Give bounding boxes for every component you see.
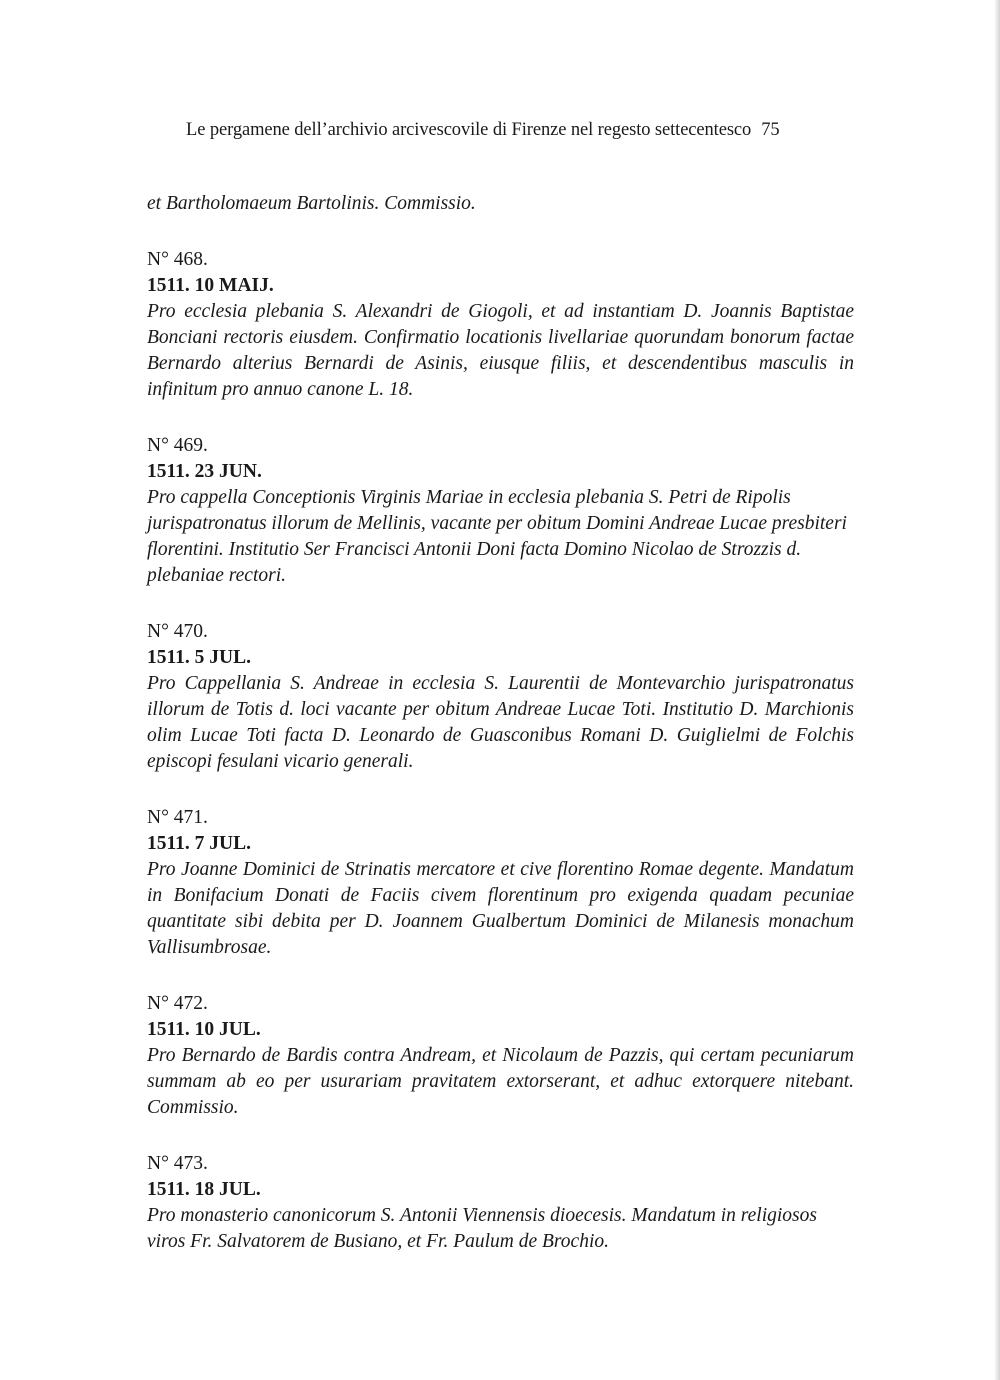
page-number: 75 xyxy=(761,120,780,140)
entry-number: N° 471. xyxy=(147,807,208,828)
entry-number: N° 470. xyxy=(147,621,208,642)
entry-number: N° 468. xyxy=(147,249,208,270)
register-entry-471 xyxy=(147,805,854,961)
entry-text: Pro ecclesia plebania S. Alexandri de Giogoli, et ad instantiam D. Joannis Baptistae Bonciani rectoris eiusdem. Confirmatio locationis livellariae quorundam bonorum factae Bernardo alterius Bernardi de Asinis, eiusque filiis, et descendentibus masculis in infinitum pro annuo canone L. 18. xyxy=(147,301,854,400)
entry-text: Pro Cappellania S. Andreae in ecclesia S. Laurentii de Montevarchio jurispatronatus illorum de Totis d. loci vacante per obitum Andreae Lucae Toti. Institutio D. Marchionis olim Lucae Toti facta D. Leonardo de Guasconibus Romani D. Guiglielmi de Folchis episcopi fesulani vicario generali. xyxy=(147,673,854,772)
entry-number: N° 472. xyxy=(147,993,208,1014)
register-entry-473 xyxy=(147,1151,854,1255)
running-head-title: Le pergamene dell’archivio arcivescovile di Firenze nel regesto settecentesco xyxy=(186,120,752,140)
entry-date: 1511. 7 JUL. xyxy=(147,833,252,854)
entry-number: N° 473. xyxy=(147,1153,208,1174)
entry-text: Pro Joanne Dominici de Strinatis mercatore et cive florentino Romae degente. Mandatum in Bonifacium Donati de Faciis civem florentinum pro exigenda quadam pecuniae quantitate sibi debita per D. Joannem Gualbertum Dominici de Milanesis monachum Vallisumbrosae. xyxy=(147,859,854,958)
entry-text: Pro monasterio canonicorum S. Antonii Viennensis dioecesis. Mandatum in religiosos viros Fr. Salvatorem de Busiano, et Fr. Paulum de Brochio. xyxy=(147,1205,817,1252)
register-entry-468 xyxy=(147,247,854,403)
entry-date: 1511. 23 JUN. xyxy=(147,461,262,482)
entry-text: Pro Bernardo de Bardis contra Andream, et Nicolaum de Pazzis, qui certam pecuniarum summam ab eo per usurariam pravitatem extorserant, et adhuc extorquere nitebant. Commissio. xyxy=(147,1045,854,1118)
entry-text: Pro cappella Conceptionis Virginis Mariae in ecclesia plebania S. Petri de Ripolis jurispatronatus illorum de Mellinis, vacante per obitum Domini Andreae Lucae presbiteri florentini. Institutio Ser Francisci Antonii Doni facta Domino Nicolao de Strozzis d. plebaniae rectori. xyxy=(147,487,847,586)
entry-date: 1511. 18 JUL. xyxy=(147,1179,261,1200)
register-entry-472 xyxy=(147,991,854,1121)
entry-date: 1511. 10 MAIJ. xyxy=(147,275,274,296)
register-entry-469 xyxy=(147,433,854,589)
entry-date: 1511. 10 JUL. xyxy=(147,1019,261,1040)
entry-number: N° 469. xyxy=(147,435,208,456)
register-entry-470 xyxy=(147,619,854,775)
running-head xyxy=(186,120,856,141)
page-edge-shadow xyxy=(994,0,1000,1380)
page-content xyxy=(147,191,854,1285)
continued-text: et Bartholomaeum Bartolinis. Commissio. xyxy=(147,193,476,214)
entry-date: 1511. 5 JUL. xyxy=(147,647,252,668)
